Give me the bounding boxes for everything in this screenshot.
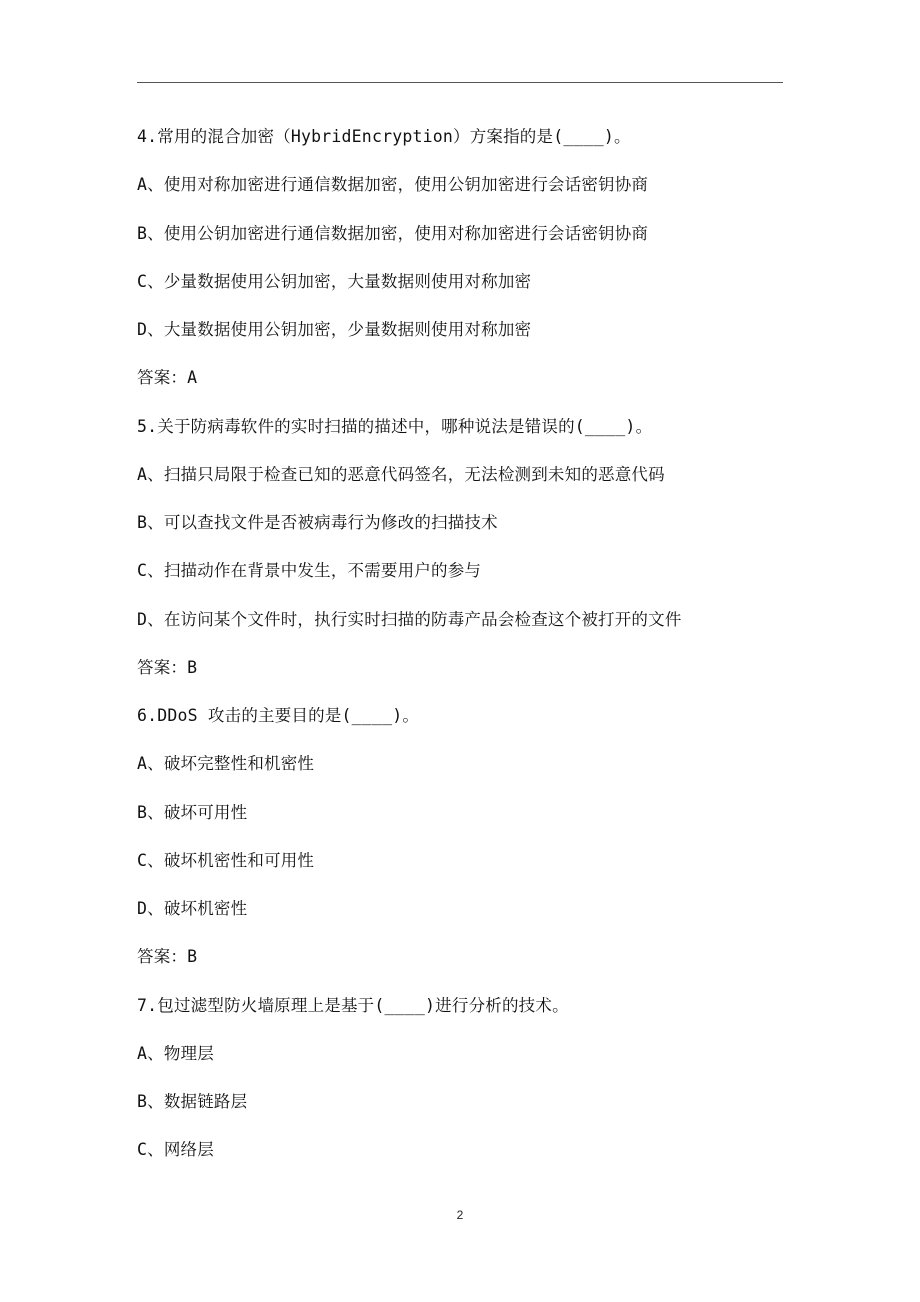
option-b: B、使用公钥加密进行通信数据加密，使用对称加密进行会话密钥协商 [137,223,649,243]
option-d: D、破坏机密性 [137,899,248,918]
option-c: C、扫描动作在背景中发生，不需要用户的参与 [137,561,482,581]
option-c: C、网络层 [137,1140,214,1160]
option-b: B、可以查找文件是否被病毒行为修改的扫描技术 [137,513,498,532]
question-stem: 7.包过滤型防火墙原理上是基于(____)进行分析的技术。 [137,995,569,1015]
question-stem: 4.常用的混合加密（HybridEncryption）方案指的是(____)。 [137,127,631,146]
header-rule [137,82,783,83]
answer-text: 答案：A [137,368,198,388]
page-number: 2 [456,1208,464,1222]
option-b: B、数据链路层 [137,1092,248,1111]
option-d: D、大量数据使用公钥加密，少量数据则使用对称加密 [137,320,532,339]
option-b: B、破坏可用性 [137,802,248,822]
question-stem: 5.关于防病毒软件的实时扫描的描述中，哪种说法是错误的(____)。 [137,416,653,436]
option-a: A、使用对称加密进行通信数据加密，使用公钥加密进行会话密钥协商 [137,175,649,195]
answer-text: 答案：B [137,947,198,967]
option-a: A、扫描只局限于检查已知的恶意代码签名，无法检测到未知的恶意代码 [137,464,665,484]
option-c: C、少量数据使用公钥加密，大量数据则使用对称加密 [137,271,532,291]
option-d: D、在访问某个文件时，执行实时扫描的防毒产品会检查这个被打开的文件 [137,609,682,629]
option-a: A、物理层 [137,1043,214,1063]
answer-text: 答案：B [137,657,198,677]
question-list [137,121,797,1183]
option-c: C、破坏机密性和可用性 [137,850,315,870]
option-a: A、破坏完整性和机密性 [137,754,315,774]
question-stem: 6.DDoS 攻击的主要目的是(____)。 [137,706,420,725]
